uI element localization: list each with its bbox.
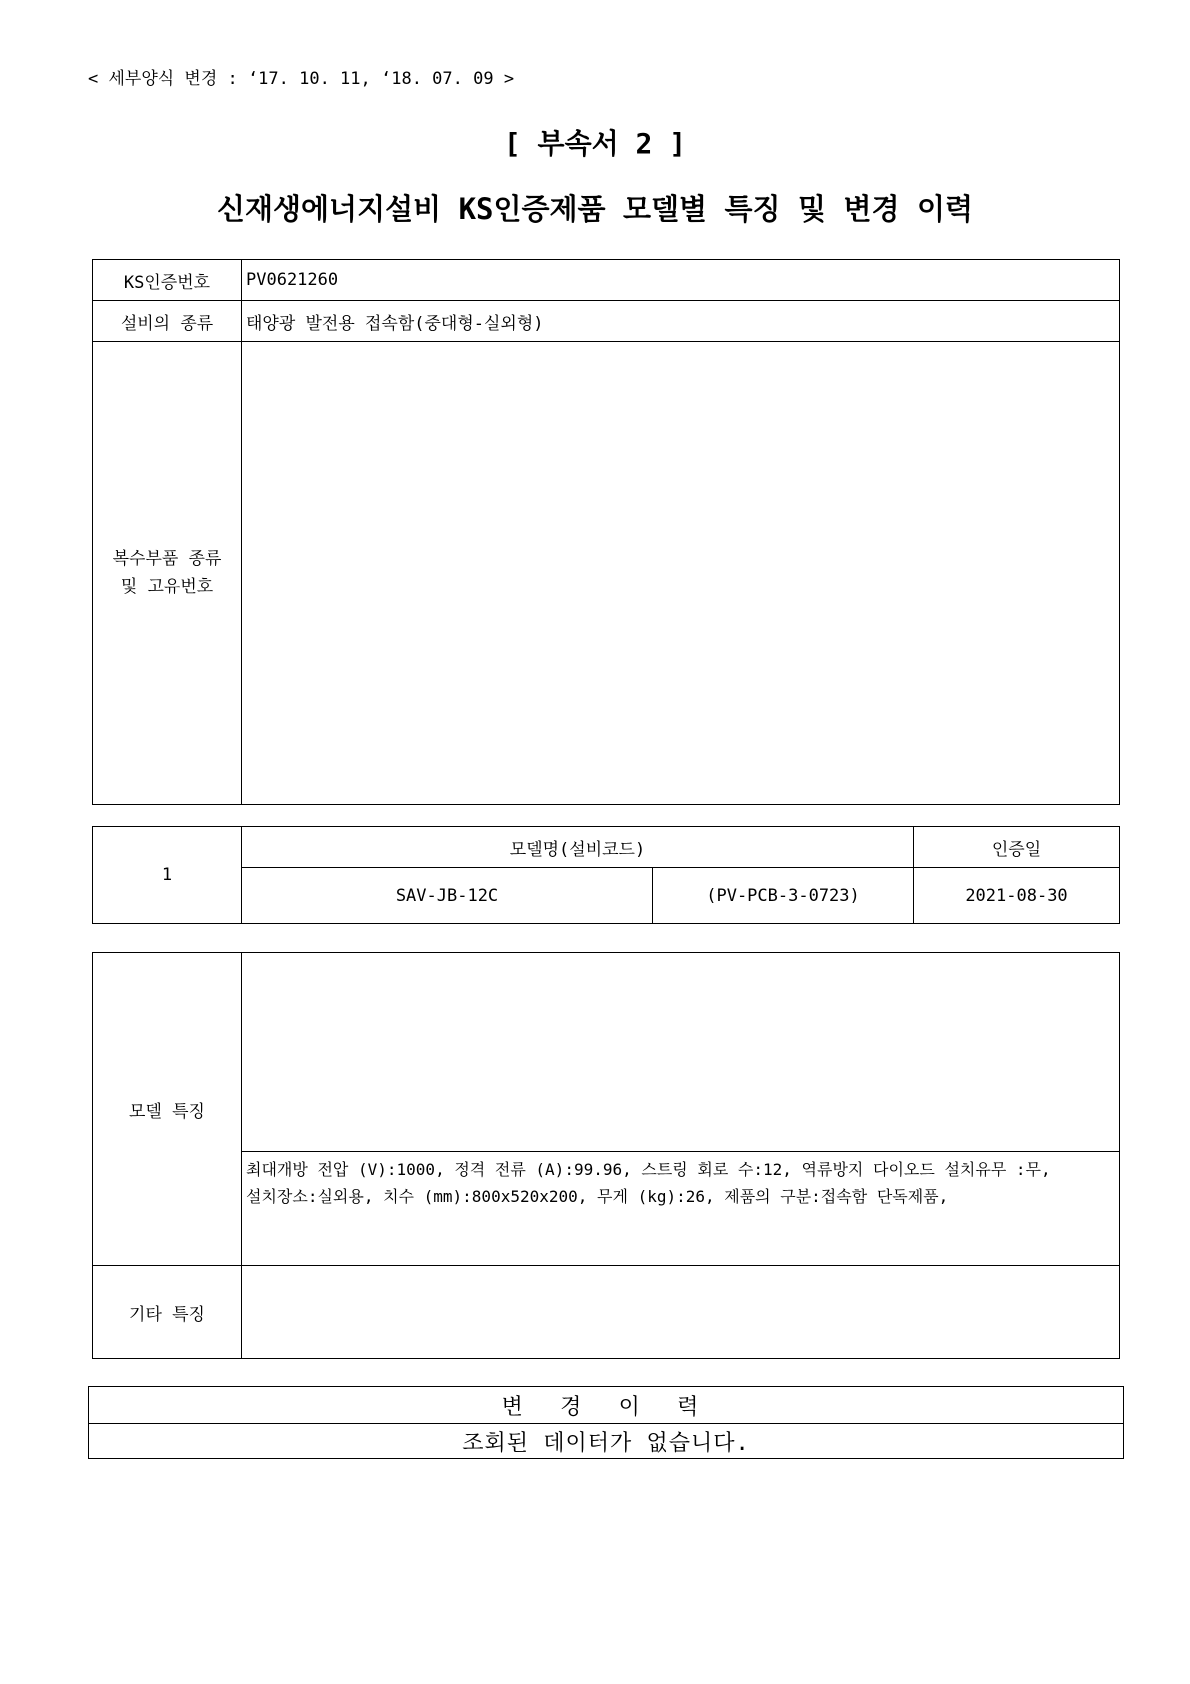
- cert-date-header: 인증일: [914, 827, 1120, 868]
- model-header-row: [93, 827, 1120, 868]
- other-features-row: [93, 1266, 1120, 1359]
- cert-number-row: [93, 260, 1120, 301]
- cert-date: 2021-08-30: [914, 868, 1120, 924]
- model-features-label: 모델 특징: [93, 953, 242, 1266]
- revision-note: < 세부양식 변경 : ‘17. 10. 11, ‘18. 07. 09 >: [88, 69, 515, 89]
- equipment-type-row: [93, 301, 1120, 342]
- parts-label-line1: 복수부품 종류: [112, 549, 222, 569]
- parts-row: [93, 342, 1120, 805]
- history-header: 변 경 이 력: [89, 1387, 1124, 1424]
- model-features-cell: [242, 953, 1120, 1266]
- history-header-row: [89, 1387, 1124, 1424]
- model-name-header: 모델명(설비코드): [242, 827, 914, 868]
- equipment-code: (PV-PCB-3-0723): [653, 868, 914, 924]
- model-features-line1: 최대개방 전압 (V):1000, 정격 전류 (A):99.96, 스트링 회로 수:12, 역류방지 다이오드 설치유무 :무,: [246, 1160, 1051, 1179]
- model-features-row: [93, 953, 1120, 1266]
- model-index: 1: [93, 827, 242, 924]
- certification-info-table: [92, 259, 1120, 805]
- equipment-type-value: 태양광 발전용 접속함(중대형-실외형): [242, 301, 1120, 342]
- model-features-blank: [242, 953, 1119, 1152]
- features-table: [92, 952, 1120, 1359]
- other-features-value: [242, 1266, 1120, 1359]
- other-features-label: 기타 특징: [93, 1266, 242, 1359]
- model-table: [92, 826, 1120, 924]
- model-name: SAV-JB-12C: [242, 868, 653, 924]
- history-empty-row: [89, 1424, 1124, 1459]
- history-empty-message: 조회된 데이터가 없습니다.: [89, 1424, 1124, 1459]
- cert-number-label: KS인증번호: [93, 260, 242, 301]
- parts-value: [242, 342, 1120, 805]
- change-history-table: [88, 1386, 1124, 1459]
- annex-title: [ 부속서 2 ]: [503, 127, 687, 160]
- cert-number-value: PV0621260: [242, 260, 1120, 301]
- equipment-type-label: 설비의 종류: [93, 301, 242, 342]
- parts-label-line2: 및 고유번호: [120, 577, 214, 597]
- model-data-row: [93, 868, 1120, 924]
- page-title: 신재생에너지설비 KS인증제품 모델별 특징 및 변경 이력: [217, 192, 973, 226]
- parts-label: [93, 342, 242, 805]
- model-features-line2: 설치장소:실외용, 치수 (mm):800x520x200, 무게 (kg):26, 제품의 구분:접속함 단독제품,: [246, 1187, 949, 1206]
- model-features-text: [242, 1152, 1119, 1265]
